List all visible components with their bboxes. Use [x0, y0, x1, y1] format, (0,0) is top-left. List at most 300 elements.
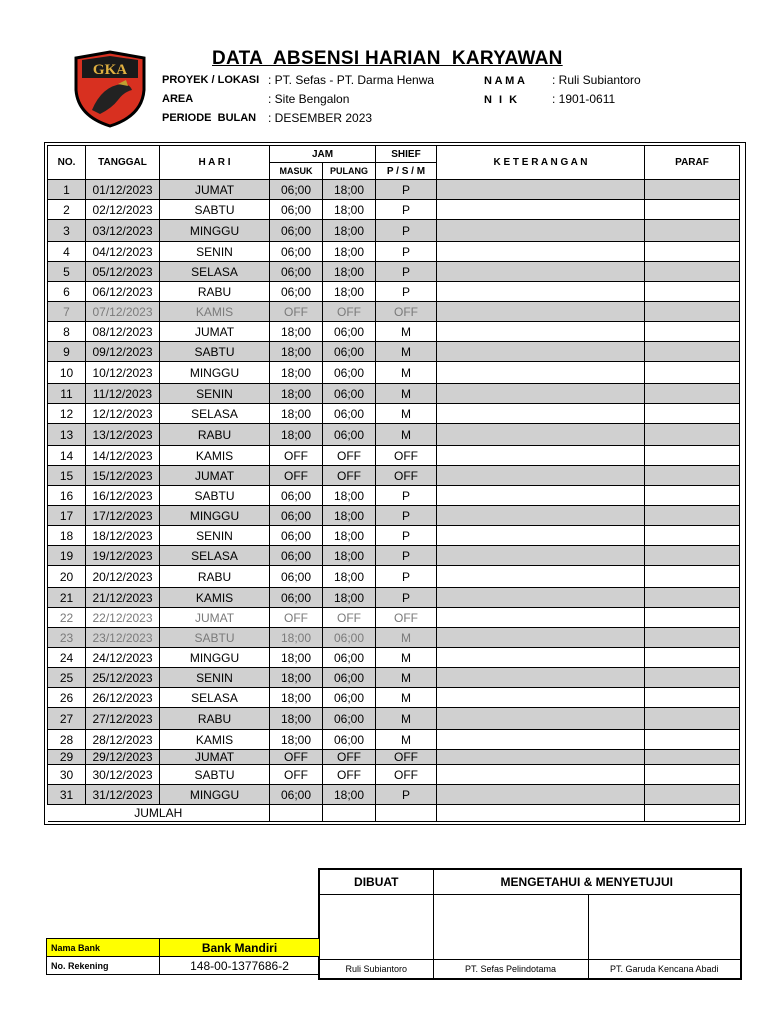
table-row [48, 220, 740, 242]
cell-shift: P [376, 785, 437, 805]
cell-shift: OFF [376, 446, 437, 466]
cell-no: 5 [48, 262, 86, 282]
cell-masuk: 18;00 [270, 362, 323, 384]
col-paraf: PARAF [645, 146, 740, 180]
cell-shift: OFF [376, 302, 437, 322]
cell-no: 10 [48, 362, 86, 384]
cell-shift: P [376, 220, 437, 242]
cell-keterangan [437, 628, 645, 648]
cell-pulang: 18;00 [323, 180, 376, 200]
signature-space-3 [588, 895, 741, 960]
cell-keterangan [437, 486, 645, 506]
cell-date: 11/12/2023 [86, 384, 160, 404]
table-row [48, 608, 740, 628]
cell-keterangan [437, 180, 645, 200]
rekening-label: No. Rekening [47, 957, 160, 975]
cell-paraf [645, 384, 740, 404]
col-tanggal: TANGGAL [86, 146, 160, 180]
col-hari: H A R I [160, 146, 270, 180]
cell-day: KAMIS [160, 588, 270, 608]
cell-shift: P [376, 506, 437, 526]
cell-date: 07/12/2023 [86, 302, 160, 322]
cell-date: 15/12/2023 [86, 466, 160, 486]
cell-keterangan [437, 262, 645, 282]
signer-name-3: PT. Garuda Kencana Abadi [588, 960, 741, 980]
cell-keterangan [437, 526, 645, 546]
cell-shift: P [376, 262, 437, 282]
cell-day: SABTU [160, 200, 270, 220]
nik-label: N I K [484, 94, 520, 106]
cell-masuk: 18;00 [270, 424, 323, 446]
table-row [48, 785, 740, 805]
cell-keterangan [437, 220, 645, 242]
cell-no: 16 [48, 486, 86, 506]
cell-paraf [645, 588, 740, 608]
cell-day: RABU [160, 566, 270, 588]
cell-date: 14/12/2023 [86, 446, 160, 466]
cell-day: MINGGU [160, 648, 270, 668]
cell-paraf [645, 688, 740, 708]
cell-date: 18/12/2023 [86, 526, 160, 546]
cell-pulang: OFF [323, 608, 376, 628]
table-row [48, 446, 740, 466]
nama-label: N A M A [484, 75, 525, 87]
cell-date: 05/12/2023 [86, 262, 160, 282]
cell-shift: OFF [376, 466, 437, 486]
cell-no: 21 [48, 588, 86, 608]
cell-keterangan [437, 446, 645, 466]
cell-masuk: 06;00 [270, 262, 323, 282]
nama-value: : Ruli Subiantoro [552, 73, 641, 87]
cell-date: 29/12/2023 [86, 750, 160, 765]
cell-keterangan [437, 424, 645, 446]
cell-masuk: 06;00 [270, 220, 323, 242]
cell-masuk: 18;00 [270, 384, 323, 404]
cell-paraf [645, 220, 740, 242]
cell-keterangan [437, 506, 645, 526]
cell-day: SENIN [160, 384, 270, 404]
cell-day: SABTU [160, 628, 270, 648]
cell-date: 10/12/2023 [86, 362, 160, 384]
table-row [48, 546, 740, 566]
cell-shift: M [376, 322, 437, 342]
cell-keterangan [437, 785, 645, 805]
table-row [48, 526, 740, 546]
cell-pulang: 18;00 [323, 785, 376, 805]
cell-pulang: 18;00 [323, 546, 376, 566]
table-row [48, 708, 740, 730]
mengetahui-header: MENGETAHUI & MENYETUJUI [433, 869, 741, 895]
cell-no: 2 [48, 200, 86, 220]
cell-masuk: OFF [270, 750, 323, 765]
cell-shift: M [376, 424, 437, 446]
cell-masuk: 06;00 [270, 566, 323, 588]
cell-no: 18 [48, 526, 86, 546]
cell-shift: M [376, 668, 437, 688]
cell-date: 19/12/2023 [86, 546, 160, 566]
cell-no: 20 [48, 566, 86, 588]
cell-date: 26/12/2023 [86, 688, 160, 708]
cell-pulang: 06;00 [323, 730, 376, 750]
cell-date: 13/12/2023 [86, 424, 160, 446]
table-row [48, 180, 740, 200]
cell-paraf [645, 466, 740, 486]
cell-keterangan [437, 342, 645, 362]
cell-keterangan [437, 200, 645, 220]
cell-pulang: 18;00 [323, 200, 376, 220]
table-row [48, 262, 740, 282]
cell-day: SENIN [160, 526, 270, 546]
cell-no: 7 [48, 302, 86, 322]
cell-keterangan [437, 302, 645, 322]
cell-day: SABTU [160, 342, 270, 362]
cell-masuk: 18;00 [270, 708, 323, 730]
cell-masuk: 18;00 [270, 730, 323, 750]
cell-day: JUMAT [160, 180, 270, 200]
cell-shift: M [376, 362, 437, 384]
periode-label: PERIODE BULAN [162, 112, 257, 124]
logo-text: GKA [92, 62, 128, 78]
cell-shift: P [376, 200, 437, 220]
cell-pulang: 06;00 [323, 322, 376, 342]
cell-day: MINGGU [160, 220, 270, 242]
cell-keterangan [437, 765, 645, 785]
table-row [48, 588, 740, 608]
proyek-label: PROYEK / LOKASI [162, 74, 260, 86]
cell-day: RABU [160, 708, 270, 730]
cell-pulang: 18;00 [323, 282, 376, 302]
cell-pulang: 18;00 [323, 588, 376, 608]
cell-no: 31 [48, 785, 86, 805]
cell-shift: M [376, 648, 437, 668]
cell-paraf [645, 282, 740, 302]
table-row [48, 384, 740, 404]
cell-shift: P [376, 588, 437, 608]
cell-shift: M [376, 708, 437, 730]
cell-shift: P [376, 546, 437, 566]
signer-name-2: PT. Sefas Pelindotama [433, 960, 588, 980]
cell-date: 24/12/2023 [86, 648, 160, 668]
total-masuk [270, 805, 323, 822]
area-value: : Site Bengalon [268, 92, 350, 106]
cell-no: 26 [48, 688, 86, 708]
cell-no: 25 [48, 668, 86, 688]
table-row [48, 506, 740, 526]
signature-space-1 [319, 895, 433, 960]
cell-day: SELASA [160, 546, 270, 566]
cell-paraf [645, 628, 740, 648]
cell-paraf [645, 648, 740, 668]
cell-keterangan [437, 362, 645, 384]
cell-pulang: 18;00 [323, 506, 376, 526]
cell-day: KAMIS [160, 302, 270, 322]
cell-shift: M [376, 628, 437, 648]
cell-no: 28 [48, 730, 86, 750]
cell-keterangan [437, 668, 645, 688]
cell-paraf [645, 342, 740, 362]
cell-pulang: 06;00 [323, 688, 376, 708]
cell-day: MINGGU [160, 785, 270, 805]
signer-name-1: Ruli Subiantoro [319, 960, 433, 980]
cell-masuk: 06;00 [270, 282, 323, 302]
cell-shift: OFF [376, 765, 437, 785]
col-masuk: MASUK [270, 163, 323, 180]
cell-masuk: 18;00 [270, 628, 323, 648]
cell-pulang: OFF [323, 446, 376, 466]
table-row [48, 628, 740, 648]
cell-shift: P [376, 180, 437, 200]
cell-date: 06/12/2023 [86, 282, 160, 302]
cell-masuk: 06;00 [270, 526, 323, 546]
table-row [48, 200, 740, 220]
cell-day: JUMAT [160, 608, 270, 628]
cell-pulang: OFF [323, 750, 376, 765]
cell-keterangan [437, 242, 645, 262]
cell-keterangan [437, 750, 645, 765]
cell-masuk: OFF [270, 446, 323, 466]
cell-pulang: 18;00 [323, 220, 376, 242]
cell-paraf [645, 708, 740, 730]
table-row [48, 566, 740, 588]
cell-keterangan [437, 648, 645, 668]
cell-paraf [645, 526, 740, 546]
cell-date: 03/12/2023 [86, 220, 160, 242]
cell-paraf [645, 200, 740, 220]
cell-paraf [645, 486, 740, 506]
cell-paraf [645, 180, 740, 200]
cell-day: KAMIS [160, 446, 270, 466]
cell-date: 27/12/2023 [86, 708, 160, 730]
nik-value: : 1901-0611 [552, 92, 616, 106]
cell-masuk: OFF [270, 302, 323, 322]
cell-masuk: 06;00 [270, 506, 323, 526]
cell-pulang: OFF [323, 302, 376, 322]
cell-keterangan [437, 546, 645, 566]
cell-day: SENIN [160, 668, 270, 688]
cell-masuk: 18;00 [270, 668, 323, 688]
cell-paraf [645, 302, 740, 322]
cell-shift: P [376, 486, 437, 506]
cell-date: 28/12/2023 [86, 730, 160, 750]
cell-date: 23/12/2023 [86, 628, 160, 648]
table-row [48, 282, 740, 302]
table-row [48, 730, 740, 750]
cell-keterangan [437, 566, 645, 588]
table-row [48, 342, 740, 362]
attendance-table-frame [44, 142, 746, 825]
cell-shift: M [376, 342, 437, 362]
area-label: AREA [162, 93, 194, 105]
cell-masuk: 06;00 [270, 200, 323, 220]
cell-paraf [645, 566, 740, 588]
table-row [48, 486, 740, 506]
cell-no: 3 [48, 220, 86, 242]
signature-space-2 [433, 895, 588, 960]
cell-shift: P [376, 242, 437, 262]
cell-paraf [645, 668, 740, 688]
cell-masuk: 06;00 [270, 546, 323, 566]
bank-table [46, 938, 320, 975]
cell-no: 13 [48, 424, 86, 446]
bank-value: Bank Mandiri [160, 939, 320, 957]
cell-date: 25/12/2023 [86, 668, 160, 688]
proyek-value: : PT. Sefas - PT. Darma Henwa [268, 73, 435, 87]
cell-no: 23 [48, 628, 86, 648]
cell-paraf [645, 765, 740, 785]
cell-pulang: 18;00 [323, 262, 376, 282]
cell-no: 22 [48, 608, 86, 628]
cell-masuk: 18;00 [270, 688, 323, 708]
cell-day: KAMIS [160, 730, 270, 750]
cell-day: MINGGU [160, 362, 270, 384]
cell-pulang: 18;00 [323, 242, 376, 262]
cell-keterangan [437, 708, 645, 730]
cell-pulang: OFF [323, 765, 376, 785]
cell-day: RABU [160, 424, 270, 446]
cell-paraf [645, 730, 740, 750]
cell-keterangan [437, 404, 645, 424]
cell-date: 17/12/2023 [86, 506, 160, 526]
cell-pulang: 06;00 [323, 404, 376, 424]
col-jam: JAM [270, 146, 376, 163]
cell-keterangan [437, 608, 645, 628]
cell-masuk: OFF [270, 608, 323, 628]
cell-paraf [645, 322, 740, 342]
table-row [48, 668, 740, 688]
cell-masuk: 18;00 [270, 648, 323, 668]
cell-date: 22/12/2023 [86, 608, 160, 628]
cell-masuk: 06;00 [270, 785, 323, 805]
cell-masuk: 18;00 [270, 322, 323, 342]
cell-pulang: 18;00 [323, 566, 376, 588]
cell-paraf [645, 262, 740, 282]
table-row [48, 404, 740, 424]
cell-paraf [645, 446, 740, 466]
cell-keterangan [437, 322, 645, 342]
cell-shift: M [376, 404, 437, 424]
cell-masuk: OFF [270, 765, 323, 785]
cell-pulang: OFF [323, 466, 376, 486]
cell-keterangan [437, 466, 645, 486]
cell-paraf [645, 546, 740, 566]
cell-paraf [645, 506, 740, 526]
cell-paraf [645, 362, 740, 384]
cell-day: SABTU [160, 486, 270, 506]
cell-masuk: 06;00 [270, 588, 323, 608]
cell-day: JUMAT [160, 466, 270, 486]
cell-paraf [645, 424, 740, 446]
cell-pulang: 06;00 [323, 342, 376, 362]
table-row [48, 648, 740, 668]
cell-date: 04/12/2023 [86, 242, 160, 262]
cell-shift: P [376, 282, 437, 302]
total-shift [376, 805, 437, 822]
page-title: DATA ABSENSI HARIAN KARYAWAN [212, 48, 563, 69]
cell-no: 8 [48, 322, 86, 342]
cell-date: 30/12/2023 [86, 765, 160, 785]
cell-day: SELASA [160, 404, 270, 424]
cell-day: JUMAT [160, 322, 270, 342]
table-row [48, 322, 740, 342]
cell-date: 21/12/2023 [86, 588, 160, 608]
signature-table [318, 868, 742, 980]
total-label: JUMLAH [48, 805, 270, 822]
cell-no: 30 [48, 765, 86, 785]
cell-no: 29 [48, 750, 86, 765]
cell-no: 4 [48, 242, 86, 262]
cell-date: 16/12/2023 [86, 486, 160, 506]
table-row [48, 424, 740, 446]
cell-pulang: 06;00 [323, 424, 376, 446]
total-paraf [645, 805, 740, 822]
cell-pulang: 06;00 [323, 362, 376, 384]
cell-paraf [645, 242, 740, 262]
cell-day: SELASA [160, 262, 270, 282]
cell-shift: P [376, 526, 437, 546]
cell-date: 02/12/2023 [86, 200, 160, 220]
cell-no: 24 [48, 648, 86, 668]
cell-keterangan [437, 730, 645, 750]
cell-shift: M [376, 730, 437, 750]
dibuat-header: DIBUAT [319, 869, 433, 895]
cell-date: 20/12/2023 [86, 566, 160, 588]
cell-shift: OFF [376, 608, 437, 628]
col-shief: SHIEF [376, 146, 437, 163]
cell-paraf [645, 750, 740, 765]
cell-no: 1 [48, 180, 86, 200]
cell-pulang: 06;00 [323, 384, 376, 404]
attendance-table [47, 145, 740, 822]
total-pulang [323, 805, 376, 822]
cell-keterangan [437, 688, 645, 708]
table-row [48, 688, 740, 708]
cell-no: 27 [48, 708, 86, 730]
cell-masuk: 06;00 [270, 180, 323, 200]
col-pulang: PULANG [323, 163, 376, 180]
col-no: NO. [48, 146, 86, 180]
table-row [48, 362, 740, 384]
cell-paraf [645, 608, 740, 628]
table-row [48, 302, 740, 322]
cell-shift: OFF [376, 750, 437, 765]
cell-masuk: 06;00 [270, 486, 323, 506]
company-logo [72, 50, 148, 128]
cell-no: 19 [48, 546, 86, 566]
cell-day: JUMAT [160, 750, 270, 765]
cell-paraf [645, 404, 740, 424]
cell-day: RABU [160, 282, 270, 302]
cell-no: 15 [48, 466, 86, 486]
cell-masuk: 18;00 [270, 404, 323, 424]
cell-date: 01/12/2023 [86, 180, 160, 200]
cell-no: 9 [48, 342, 86, 362]
cell-pulang: 06;00 [323, 648, 376, 668]
col-psm: P / S / M [376, 163, 437, 180]
periode-value: : DESEMBER 2023 [268, 111, 373, 125]
cell-no: 6 [48, 282, 86, 302]
cell-pulang: 06;00 [323, 628, 376, 648]
cell-day: SENIN [160, 242, 270, 262]
cell-no: 14 [48, 446, 86, 466]
cell-shift: M [376, 384, 437, 404]
table-row [48, 466, 740, 486]
cell-day: SELASA [160, 688, 270, 708]
table-row [48, 242, 740, 262]
total-keterangan [437, 805, 645, 822]
cell-date: 31/12/2023 [86, 785, 160, 805]
cell-shift: M [376, 688, 437, 708]
cell-date: 09/12/2023 [86, 342, 160, 362]
